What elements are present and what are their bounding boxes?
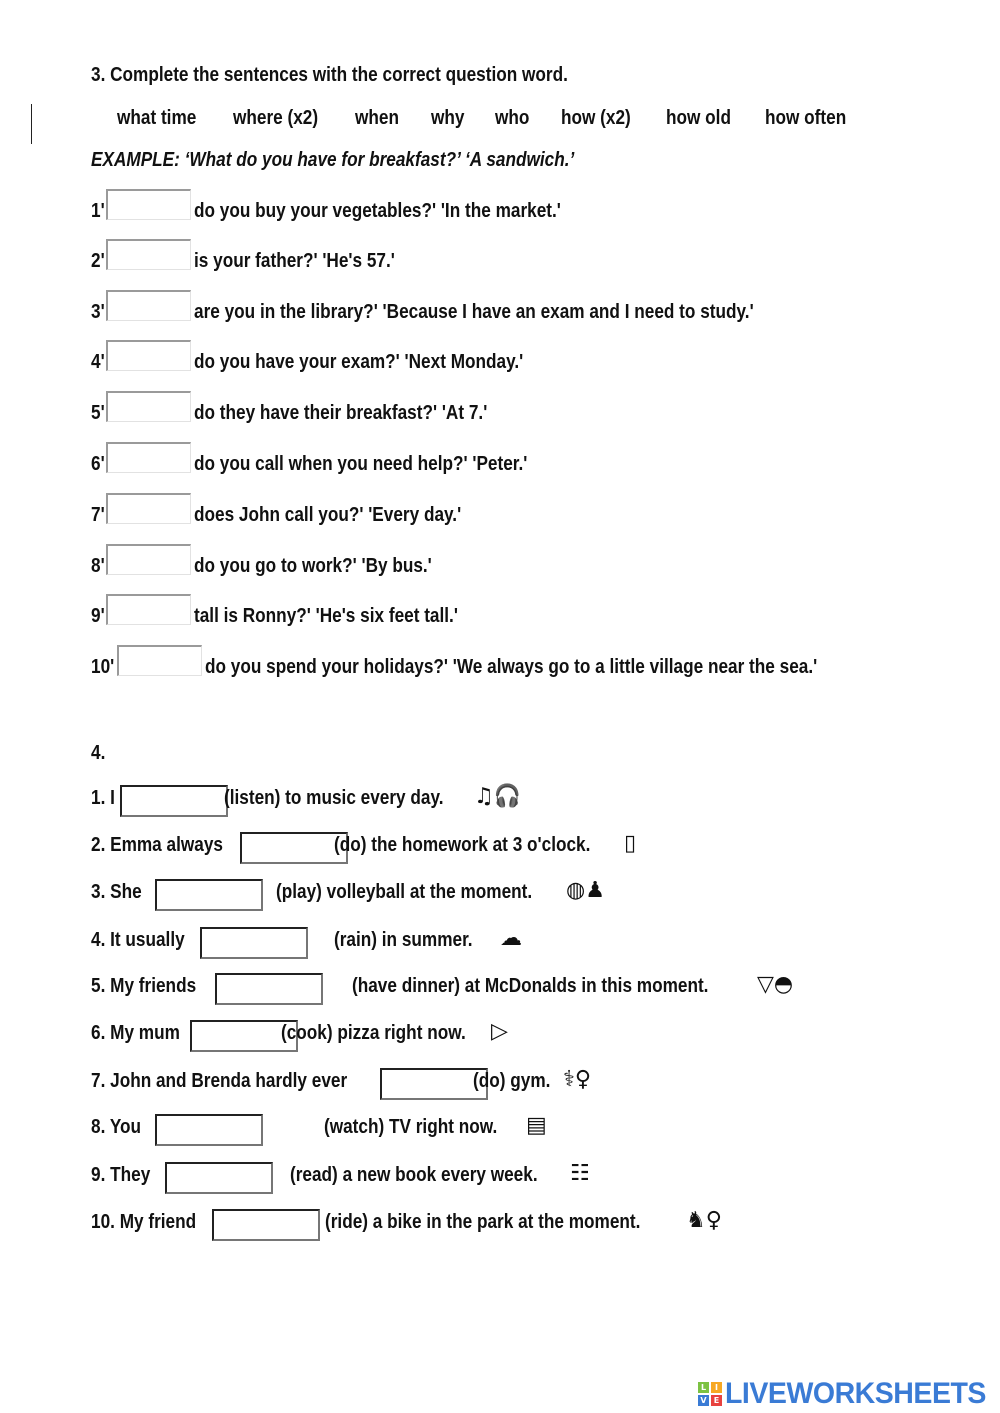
answer-input-2[interactable]	[106, 239, 191, 270]
sentence-rest: (ride) a bike in the park at the moment.	[325, 1211, 641, 1233]
verb-gap-1[interactable]	[120, 785, 228, 817]
sentence-start: 7. John and Brenda hardly ever	[91, 1070, 348, 1092]
verb-gap-7[interactable]	[380, 1068, 488, 1100]
answer-input-1[interactable]	[106, 189, 191, 220]
item-number: 10'	[91, 656, 115, 678]
item-number: 8'	[91, 555, 105, 577]
word-bank-item: why	[431, 107, 465, 129]
verb-gap-9[interactable]	[165, 1162, 273, 1194]
item-text: does John call you?' 'Every day.'	[194, 504, 462, 526]
sentence-start: 1. I	[91, 787, 115, 809]
sentence-rest: (do) the homework at 3 o'clock.	[334, 834, 591, 856]
item-number: 7'	[91, 504, 105, 526]
logo-mark-cell: I	[711, 1382, 722, 1393]
item-text: do they have their breakfast?' 'At 7.'	[194, 402, 488, 424]
verb-gap-3[interactable]	[155, 879, 263, 911]
logo-text: LIVEWORKSHEETS	[725, 1377, 986, 1410]
logo-mark-cell: E	[711, 1395, 722, 1406]
word-bank-item: how (x2)	[561, 107, 631, 129]
books-icon: ☷	[570, 1161, 590, 1186]
book-icon: ▯	[624, 831, 637, 856]
exercise-3-title: 3. Complete the sentences with the correct question word.	[91, 64, 568, 86]
item-text: is your father?' 'He's 57.'	[194, 250, 395, 272]
example-sentence: EXAMPLE: ‘What do you have for breakfast?’ ‘A sandwich.’	[91, 149, 575, 171]
liveworksheets-logo[interactable]	[698, 1377, 1000, 1411]
weightlifter-icon: ⚕♀	[563, 1067, 592, 1092]
text-cursor	[31, 104, 32, 144]
item-text: do you buy your vegetables?' 'In the market.'	[194, 200, 561, 222]
verb-gap-4[interactable]	[200, 927, 308, 959]
word-bank-item: where (x2)	[233, 107, 319, 129]
sentence-start: 2. Emma always	[91, 834, 223, 856]
word-bank-item: when	[355, 107, 399, 129]
sentence-rest: (rain) in summer.	[334, 929, 473, 951]
rain-cloud-icon: ☁	[500, 926, 522, 951]
word-bank-item: who	[495, 107, 530, 129]
item-number: 3'	[91, 301, 105, 323]
music-headphones-icon: ♫🎧	[474, 784, 522, 809]
item-number: 1'	[91, 200, 105, 222]
fries-burger-icon: ▽◓	[757, 972, 794, 997]
sentence-rest: (do) gym.	[473, 1070, 551, 1092]
ball-player-icon: ◍♟	[566, 878, 605, 903]
logo-mark-cell: V	[698, 1395, 709, 1406]
sentence-start: 6. My mum	[91, 1022, 180, 1044]
sentence-rest: (watch) TV right now.	[324, 1116, 498, 1138]
item-number: 5'	[91, 402, 105, 424]
sentence-start: 3. She	[91, 881, 142, 903]
sentence-rest: (listen) to music every day.	[224, 787, 444, 809]
logo-mark-cell: L	[698, 1382, 709, 1393]
item-text: do you go to work?' 'By bus.'	[194, 555, 432, 577]
sentence-rest: (cook) pizza right now.	[281, 1022, 466, 1044]
sentence-start: 5. My friends	[91, 975, 197, 997]
verb-gap-10[interactable]	[212, 1209, 320, 1241]
sentence-start: 4. It usually	[91, 929, 185, 951]
item-number: 6'	[91, 453, 105, 475]
sentence-start: 10. My friend	[91, 1211, 197, 1233]
word-bank-item: how often	[765, 107, 847, 129]
sentence-start: 8. You	[91, 1116, 142, 1138]
answer-input-5[interactable]	[106, 391, 191, 422]
answer-input-10[interactable]	[117, 645, 202, 676]
item-text: do you spend your holidays?' 'We always go to a little village near the sea.'	[205, 656, 818, 678]
sentence-start: 9. They	[91, 1164, 151, 1186]
item-text: tall is Ronny?' 'He's six feet tall.'	[194, 605, 458, 627]
exercise-4-title: 4.	[91, 742, 106, 764]
pizza-icon: ▷	[491, 1019, 508, 1044]
answer-input-7[interactable]	[106, 493, 191, 524]
item-text: are you in the library?' 'Because I have an exam and I need to study.'	[194, 301, 754, 323]
answer-input-4[interactable]	[106, 340, 191, 371]
verb-gap-5[interactable]	[215, 973, 323, 1005]
tv-icon: ▤	[526, 1113, 547, 1138]
sentence-rest: (have dinner) at McDonalds in this moment.	[352, 975, 709, 997]
verb-gap-2[interactable]	[240, 832, 348, 864]
answer-input-3[interactable]	[106, 290, 191, 321]
item-text: do you have your exam?' 'Next Monday.'	[194, 351, 524, 373]
verb-gap-8[interactable]	[155, 1114, 263, 1146]
item-text: do you call when you need help?' 'Peter.'	[194, 453, 528, 475]
item-number: 4'	[91, 351, 105, 373]
word-bank-item: what time	[117, 107, 197, 129]
item-number: 9'	[91, 605, 105, 627]
answer-input-8[interactable]	[106, 544, 191, 575]
logo-mark	[698, 1382, 722, 1406]
sentence-rest: (read) a new book every week.	[290, 1164, 538, 1186]
answer-input-9[interactable]	[106, 594, 191, 625]
cyclist-icon: ♞♀	[686, 1208, 722, 1233]
word-bank-item: how old	[666, 107, 731, 129]
sentence-rest: (play) volleyball at the moment.	[276, 881, 533, 903]
answer-input-6[interactable]	[106, 442, 191, 473]
item-number: 2'	[91, 250, 105, 272]
